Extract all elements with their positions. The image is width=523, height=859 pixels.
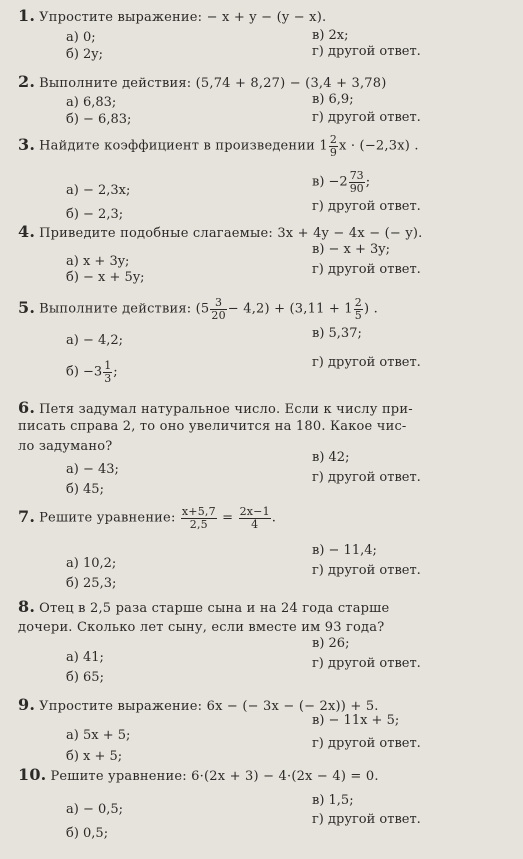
option-c: в) − x + 3y;: [312, 242, 391, 257]
question-text-end: .: [271, 510, 277, 526]
fraction-numerator: 2x−1: [239, 505, 270, 518]
question-text-end: ) .: [363, 301, 378, 317]
option-d: г) другой ответ.: [312, 812, 421, 827]
option-c: в) 2x;: [312, 28, 349, 43]
question-10: [18, 765, 379, 784]
fraction-denominator: 5: [354, 308, 362, 322]
fraction-numerator: 73: [349, 169, 364, 182]
fraction: [103, 360, 112, 384]
question-number: 9.: [18, 695, 36, 714]
option-a: а) x + 3y;: [66, 254, 130, 269]
option-a: а) 10,2;: [66, 556, 117, 571]
fraction-denominator: 9: [329, 145, 338, 159]
option-d: г) другой ответ.: [312, 736, 421, 751]
fraction: [354, 297, 363, 321]
question-6-line-3: ло задумано?: [18, 439, 113, 454]
option-a: а) − 0,5;: [66, 802, 124, 817]
option-d: г) другой ответ.: [312, 44, 421, 59]
question-6-line-2: писать справа 2, то оно увеличится на 180. Какое чис-: [18, 419, 407, 434]
question-text: Решите уравнение:: [39, 510, 176, 526]
question-9: [18, 695, 379, 714]
question-text: Выполните действия: (5: [39, 301, 210, 317]
fraction-numerator: 1: [104, 359, 112, 372]
option-d: г) другой ответ.: [312, 199, 421, 214]
question-5: [18, 297, 378, 321]
fraction-numerator: 2: [354, 296, 362, 309]
option-b: б) 0,5;: [66, 826, 109, 841]
question-number: 8.: [18, 597, 36, 616]
option-b: б) − 2,3;: [66, 207, 124, 222]
fraction-numerator: 3: [210, 297, 226, 310]
fraction: [181, 506, 217, 530]
fraction-denominator: 4: [251, 517, 259, 531]
question-4: [18, 222, 422, 241]
question-text: Упростите выражение: − x + y − (y − x).: [39, 10, 327, 25]
fraction-denominator: 20: [211, 308, 226, 322]
fraction: [210, 297, 226, 321]
fraction: [239, 506, 271, 530]
question-2: [18, 72, 387, 91]
question-number: 2.: [18, 72, 36, 91]
fraction-denominator: 2,5: [189, 517, 208, 531]
option-label: в) −2: [312, 174, 348, 190]
option-c: в) 26;: [312, 636, 350, 651]
option-c: [312, 170, 370, 194]
question-text: Отец в 2,5 раза старше сына и на 24 года старше: [39, 601, 390, 616]
question-number: 5.: [18, 297, 36, 317]
question-number: 10.: [18, 765, 47, 784]
option-c: в) − 11x + 5;: [312, 713, 400, 728]
option-d: г) другой ответ.: [312, 563, 421, 578]
option-c: в) 6,9;: [312, 92, 354, 107]
question-7: [18, 506, 276, 530]
option-b: б) 25,3;: [66, 576, 117, 591]
question-number: 1.: [18, 6, 36, 25]
fraction-denominator: 90: [349, 181, 364, 195]
question-text: Упростите выражение: 6x − (− 3x − (− 2x)) + 5.: [39, 699, 379, 714]
option-a: а) 0;: [66, 30, 96, 45]
option-label: б) −3: [66, 364, 103, 380]
option-c: в) 5,37;: [312, 326, 362, 341]
question-1: [18, 6, 326, 25]
question-number: 7.: [18, 506, 36, 526]
question-text: Выполните действия: (5,74 + 8,27) − (3,4 + 3,78): [39, 76, 387, 91]
option-c: в) − 11,4;: [312, 543, 377, 558]
question-number: 4.: [18, 222, 36, 241]
option-end: ;: [365, 174, 371, 190]
question-8: [18, 597, 389, 616]
option-a: а) 6,83;: [66, 95, 117, 110]
option-b: б) 2y;: [66, 47, 104, 62]
option-end: ;: [113, 364, 118, 380]
fraction: [349, 170, 365, 194]
question-text: Приведите подобные слагаемые: 3x + 4y − 4x − (− y).: [39, 226, 423, 241]
option-a: а) 5x + 5;: [66, 728, 131, 743]
fraction-numerator: x+5,7: [181, 505, 216, 518]
option-a: а) 41;: [66, 650, 104, 665]
option-b: б) x + 5;: [66, 749, 123, 764]
fraction-denominator: 3: [104, 371, 112, 385]
option-a: а) − 43;: [66, 462, 119, 477]
option-d: г) другой ответ.: [312, 656, 421, 671]
question-3: [18, 134, 419, 158]
question-text-mid: − 4,2) + (3,11 + 1: [227, 301, 353, 317]
option-c: в) 1,5;: [312, 793, 354, 808]
fraction-numerator: 2: [329, 133, 338, 146]
option-b: б) − x + 5y;: [66, 270, 145, 285]
question-text-end: x · (−2,3x) .: [339, 138, 419, 154]
option-b: б) 65;: [66, 670, 104, 685]
question-6: [18, 398, 413, 417]
option-b: б) 45;: [66, 482, 104, 497]
option-d: г) другой ответ.: [312, 470, 421, 485]
equals-sign: =: [222, 510, 234, 526]
option-d: г) другой ответ.: [312, 355, 421, 370]
option-a: а) − 4,2;: [66, 333, 124, 348]
question-number: 3.: [18, 134, 36, 154]
question-text: Решите уравнение: 6·(2x + 3) − 4·(2x − 4) = 0.: [50, 769, 379, 784]
option-b: б) − 6,83;: [66, 112, 132, 127]
question-text: Найдите коэффициент в произведении 1: [39, 138, 328, 154]
question-8-line-2: дочери. Сколько лет сыну, если вместе им 93 года?: [18, 620, 385, 635]
option-d: г) другой ответ.: [312, 110, 421, 125]
option-c: в) 42;: [312, 450, 350, 465]
question-text: Петя задумал натуральное число. Если к числу при-: [39, 402, 413, 417]
option-a: а) − 2,3x;: [66, 183, 131, 198]
option-d: г) другой ответ.: [312, 262, 421, 277]
question-number: 6.: [18, 398, 36, 417]
option-b: [66, 360, 118, 384]
fraction: [329, 134, 338, 158]
